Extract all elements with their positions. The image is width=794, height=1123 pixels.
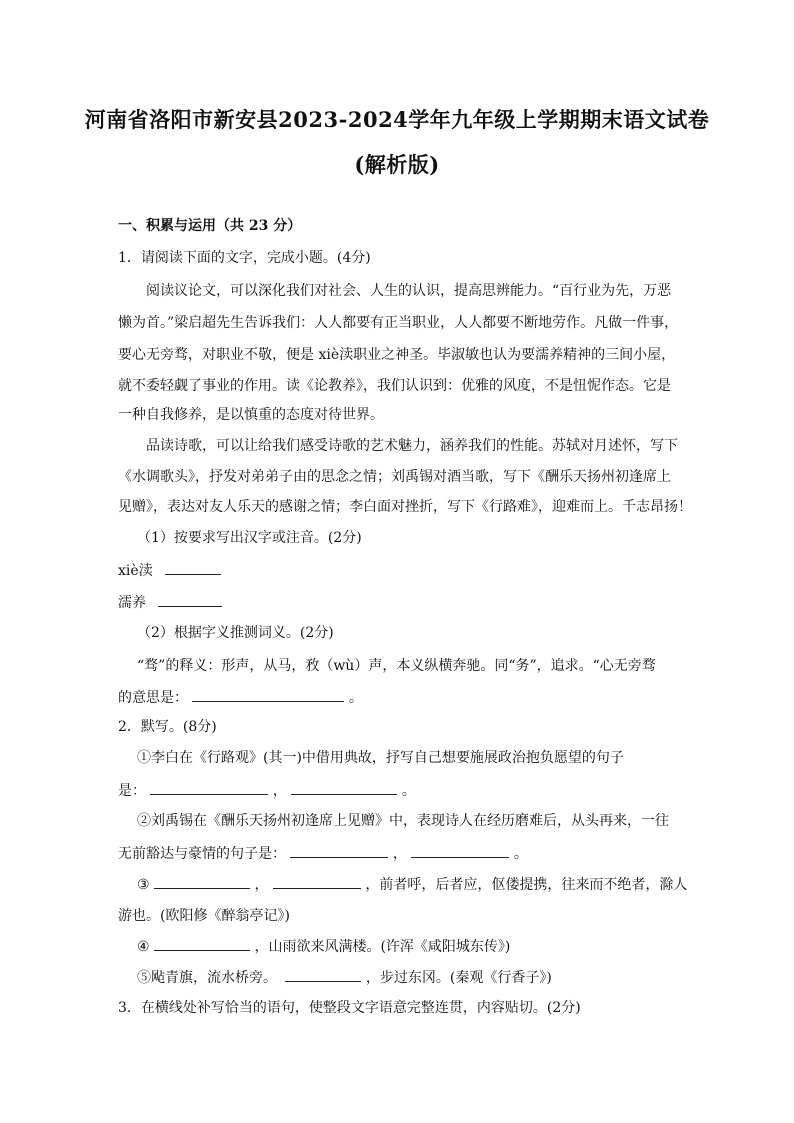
q2-item-5-label: ⑤飐青旗，流水桥旁。 (137, 970, 277, 986)
question-3-stem: 3．在横线处补写恰当的语句，使整段文字语意完整连贯，内容贴切。(2分) (118, 1000, 581, 1016)
answer-blank[interactable] (165, 560, 221, 575)
answer-blank[interactable] (285, 967, 361, 982)
q1-paragraph1-line: 一种自我修养，是以慎重的态度对待世界。 (118, 407, 384, 423)
q1-paragraph2-line: 品读诗歌，可以让给我们感受诗歌的艺术魅力，涵养我们的性能。苏轼对月述怀，写下 (146, 438, 678, 454)
answer-blank[interactable] (154, 874, 250, 889)
q1-sub1-item-b (118, 592, 222, 613)
q1-paragraph1-line: 就不委轻觑了事业的作用。读《论教养》，我们认识到：优雅的风度，不是忸怩作态。它是 (118, 378, 671, 394)
q2-item-3-label: ③ (137, 877, 150, 893)
q1-paragraph2-line: 《水调歌头》，抒发对弟弟子由的思念之情；刘禹锡对酒当歌，写下《酬乐天扬州初逢席上 (118, 469, 671, 485)
q1-paragraph1-line: 要心无旁骛，对职业不敬，便是 xiè渎职业之神圣。毕淑敏也认为要濡养精神的三间小屋， (118, 347, 676, 363)
q2-item-1-answer (118, 780, 416, 801)
q2-item-2-line: ②刘禹锡在《酬乐天扬州初逢席上见赠》中，表现诗人在经历磨难后，从头再来，一往 (137, 813, 669, 829)
answer-blank[interactable] (192, 687, 344, 702)
q2-item-1-label: 是： (118, 783, 146, 799)
document-subtitle: (解析版) (354, 152, 440, 177)
q2-item-2-label: 无前豁达与豪情的句子是： (118, 846, 286, 862)
q1-sub2-answer-end: 。 (348, 690, 363, 706)
q2-item-4-line (137, 936, 510, 957)
q1-sub1-item-b-label: 濡养 (118, 595, 146, 611)
document-title: 河南省洛阳市新安县2023-2024学年九年级上学期期末语文试卷 (84, 107, 710, 132)
answer-blank[interactable] (150, 780, 268, 795)
q2-item-4-text: ，山雨欲来风满楼。(许浑《咸阳城东传》) (254, 939, 511, 955)
q2-item-3-sep: ， (254, 877, 269, 893)
q1-subquestion-2: （2）根据字义推测词义。(2分) (137, 625, 334, 641)
q2-item-4-label: ④ (137, 939, 150, 955)
q2-item-1-line: ①李白在《行路观》(其一)中借用典故，抒写自己想要施展政治抱负愿望的句子 (137, 750, 624, 766)
q2-item-3-line-2: 游也。(欧阳修《醉翁亭记》) (118, 908, 290, 924)
q1-sub2-answer-line (118, 687, 363, 708)
q1-paragraph1-line: 懒为首。”梁启超先生告诉我们：人人都要有正当职业，人人都要不断地劳作。凡做一件事， (118, 315, 679, 331)
answer-blank[interactable] (273, 874, 361, 889)
question-1-stem: 1．请阅读下面的文字，完成小题。(4分) (118, 250, 371, 266)
q2-item-2-end: 。 (513, 846, 528, 862)
q2-item-1-end: 。 (401, 783, 416, 799)
q1-sub1-item-a (118, 560, 221, 581)
q1-sub2-answer-label: 的意思是： (118, 690, 188, 706)
section-heading: 一、积累与运用（共 23 分） (118, 218, 302, 234)
q2-item-5-text: ，步过东冈。(秦观《行香子》) (365, 970, 552, 986)
answer-blank[interactable] (291, 780, 397, 795)
q2-item-5-line (137, 967, 552, 988)
q1-sub1-item-a-label: xiè渎 (118, 563, 153, 579)
q1-paragraph2-line: 见赠》，表达对友人乐天的感谢之情；李白面对挫折，写下《行路难》，迎难而上。千志昂扬！ (118, 499, 692, 515)
q2-item-2-sep: ， (392, 846, 407, 862)
answer-blank[interactable] (411, 843, 509, 858)
q1-sub2-line: “骛”的释义：形声，从马，敄（wù）声，本义纵横奔驰。同“务”，追求。“心无旁骛 (137, 658, 656, 674)
q2-item-2-answer (118, 843, 528, 864)
q2-item-3-text: ，前者呼，后者应，伛偻提携，往来而不绝者，滁人 (365, 877, 688, 893)
q1-paragraph1-line: 阅读议论文，可以深化我们对社会、人生的认识，提高思辨能力。“百行业为先，万恶 (146, 283, 672, 299)
answer-blank[interactable] (290, 843, 388, 858)
q2-item-1-sep: ， (272, 783, 287, 799)
answer-blank[interactable] (154, 936, 250, 951)
answer-blank[interactable] (158, 592, 222, 607)
question-2-stem: 2．默写。(8分) (118, 719, 217, 735)
q1-subquestion-1: （1）按要求写出汉字或注音。(2分) (137, 530, 362, 546)
q2-item-3-line (137, 874, 687, 895)
